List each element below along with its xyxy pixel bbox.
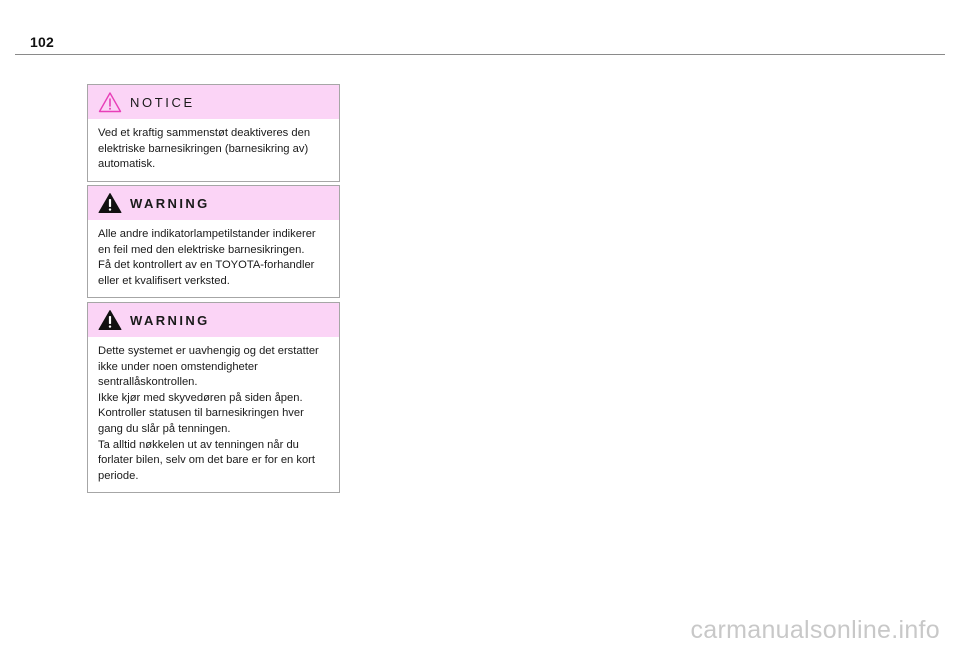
warning-box-1: [87, 185, 340, 298]
warning-line: eller et kvalifisert verksted.: [98, 274, 230, 287]
warning-line: Dette systemet er uavhengig og det erstatter: [98, 345, 319, 357]
warning-line: forlater bilen, selv om det bare er for en kort: [98, 454, 316, 467]
warning-line: Få det kontrollert av en TOYOTA-forhandler: [98, 259, 315, 272]
warning-box-2: [87, 302, 340, 493]
header-divider: [15, 54, 945, 55]
warning-line: ikke under noen omstendigheter: [98, 360, 258, 373]
notice-header: [88, 85, 339, 119]
warning-triangle-outline-icon: [98, 91, 122, 113]
warning-line: gang du slår på tenningen.: [98, 422, 231, 435]
warning-header-1: [88, 186, 339, 220]
warning-body-1: [88, 220, 339, 297]
warning-line: periode.: [98, 469, 139, 482]
notice-title: NOTICE: [130, 94, 195, 110]
warning-title-1: WARNING: [130, 195, 210, 211]
warning-title-2: WARNING: [130, 312, 210, 328]
watermark: carmanualsonline.info: [690, 616, 940, 644]
notice-body: [88, 119, 339, 181]
warning-line: en feil med den elektriske barnesikringen.: [98, 243, 305, 256]
notice-line: automatisk.: [98, 158, 156, 171]
warning-header-2: [88, 303, 339, 337]
warning-triangle-filled-icon: [98, 192, 122, 214]
warning-line: Ta alltid nøkkelen ut av tenningen når du: [98, 438, 299, 451]
notice-line: Ved et kraftig sammenstøt deaktiveres den: [98, 127, 311, 139]
notice-box: [87, 84, 340, 182]
warning-line: sentrallåskontrollen.: [98, 376, 198, 389]
page-number: 102: [30, 34, 54, 50]
warning-body-2: [88, 337, 339, 492]
warning-line: Alle andre indikatorlampetilstander indikerer: [98, 228, 316, 240]
warning-line: Kontroller statusen til barnesikringen hver: [98, 407, 304, 420]
notice-line: elektriske barnesikringen (barnesikring av): [98, 142, 309, 155]
warning-line: Ikke kjør med skyvedøren på siden åpen.: [98, 391, 303, 404]
warning-triangle-filled-icon: [98, 309, 122, 331]
